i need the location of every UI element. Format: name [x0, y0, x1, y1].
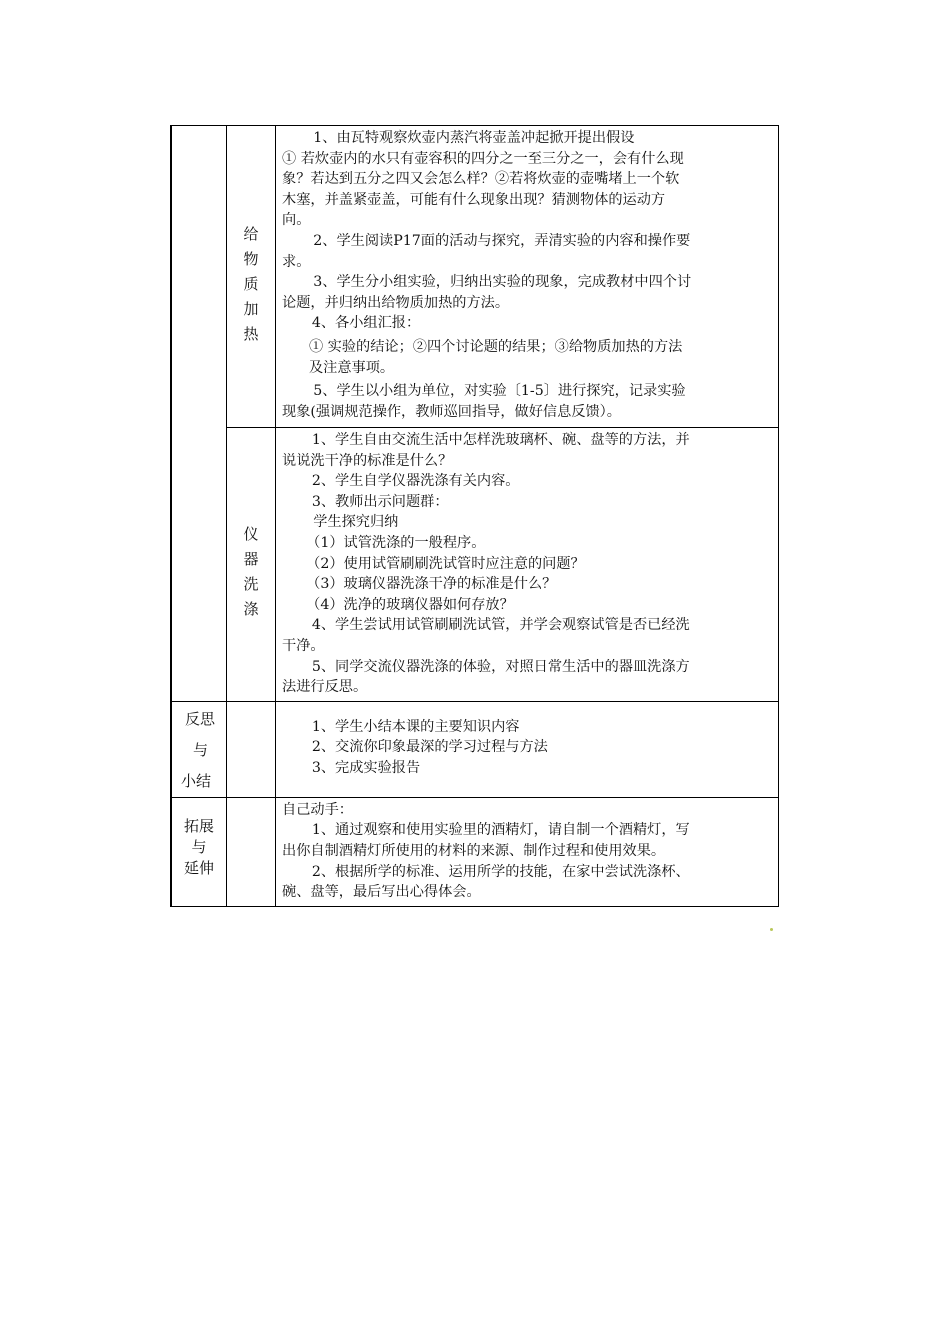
content-line: ① 若炊壶内的水只有壶容积的四分之一至三分之一，会有什么现	[282, 150, 684, 167]
content-line: （3）玻璃仪器洗涤干净的标准是什么？	[306, 576, 557, 593]
label-char: 给	[243, 225, 259, 243]
content-line: ① 实验的结论；②四个讨论题的结果；③给物质加热的方法	[308, 338, 683, 355]
stage-label	[172, 798, 226, 879]
stage-label	[172, 702, 226, 797]
content-line: 2、交流你印象最深的学习过程与方法	[311, 739, 548, 756]
content-cell	[276, 701, 779, 797]
stage-label-line: 与	[193, 740, 209, 759]
content-line: 1、由瓦特观察炊壶内蒸汽将壶盖冲起掀开提出假设	[313, 130, 635, 146]
stage-cell	[171, 797, 227, 906]
content-line: 5、同学交流仪器洗涤的体验，对照日常生活中的器皿洗涤方	[311, 658, 690, 675]
label-char: 仪	[243, 525, 259, 543]
content-line: （1）试管洗涤的一般程序。	[306, 534, 486, 551]
content-line: 干净。	[282, 637, 325, 654]
section-label-cell	[227, 126, 276, 428]
content-line: 法进行反思。	[282, 679, 368, 696]
table-row	[171, 126, 779, 428]
content-cell	[276, 428, 779, 702]
content-line: 碗、盘等，最后写出心得体会。	[282, 884, 481, 901]
content-line: 1、学生自由交流生活中怎样洗玻璃杯、碗、盘等的方法，并	[311, 432, 690, 448]
content-line: 象？若达到五分之四又会怎么样？②若将炊壶的壶嘴堵上一个软	[282, 171, 680, 188]
content-line: 5、学生以小组为单位，对实验〔1-5〕进行探究，记录实验	[313, 383, 686, 400]
label-char: 洗	[243, 575, 259, 593]
content-line: 学生探究归纳	[313, 514, 399, 531]
table-row	[171, 797, 779, 906]
content-line: 3、完成实验报告	[311, 759, 421, 776]
label-char: 涤	[243, 600, 259, 618]
content-line: （2）使用试管刷刷洗试管时应注意的问题？	[306, 555, 585, 572]
content-line: 自己动手：	[282, 801, 353, 818]
content-line: 及注意事项。	[308, 359, 395, 376]
content-line: 3、学生分小组实验，归纳出实验的现象，完成教材中四个讨	[313, 274, 692, 291]
content-line: 现象(强调规范操作，教师巡回指导，做好信息反馈）。	[282, 403, 621, 420]
stage-label-line: 拓展	[183, 816, 214, 835]
content-line: 4、学生尝试用试管刷刷洗试管，并学会观察试管是否已经洗	[311, 617, 690, 634]
lesson-plan-table	[170, 125, 779, 907]
content-line: 1、学生小结本课的主要知识内容	[311, 718, 520, 735]
section-label-cell	[227, 428, 276, 702]
stage-label-line: 延伸	[183, 858, 214, 877]
content-line: 3、教师出示问题群：	[311, 493, 449, 510]
label-char: 器	[243, 550, 259, 568]
table-row	[171, 701, 779, 797]
content-line: 4、各小组汇报：	[311, 315, 421, 332]
section-label-cell	[227, 701, 276, 797]
label-char: 物	[243, 250, 259, 268]
table-row	[171, 428, 779, 702]
stray-mark	[770, 928, 773, 931]
content-line: （4）洗净的玻璃仪器如何存放？	[306, 596, 514, 613]
section-label	[227, 126, 275, 347]
content-line: 出你自制酒精灯所使用的材料的来源、制作过程和使用效果。	[282, 842, 666, 859]
stage-label-line: 小结	[181, 771, 212, 790]
content-line: 向。	[282, 212, 311, 229]
stage-label-line: 与	[191, 837, 207, 856]
content-line: 2、学生自学仪器洗涤有关内容。	[311, 473, 520, 490]
stage-label-line: 反思	[185, 709, 216, 728]
section-label-cell	[227, 797, 276, 906]
content-line: 1、通过观察和使用实验里的酒精灯，请自制一个酒精灯，写	[311, 822, 690, 839]
content-line: 木塞，并盖紧壶盖，可能有什么现象出现？猜测物体的运动方	[282, 191, 666, 208]
content-line: 2、学生阅读P17面的活动与探究，弄清实验的内容和操作要	[313, 232, 691, 249]
stage-cell	[171, 126, 227, 702]
section-label	[227, 428, 275, 622]
label-char: 热	[243, 325, 259, 343]
stage-cell	[171, 701, 227, 797]
label-char: 质	[243, 275, 259, 293]
label-char: 加	[243, 300, 259, 318]
content-line: 求。	[282, 253, 311, 270]
content-line: 说说洗干净的标准是什么？	[282, 452, 453, 469]
content-line: 论题，并归纳出给物质加热的方法。	[282, 294, 510, 311]
content-cell	[276, 126, 779, 428]
content-line: 2、根据所学的标准、运用所学的技能，在家中尝试洗涤杯、	[311, 863, 690, 880]
content-cell	[276, 797, 779, 906]
